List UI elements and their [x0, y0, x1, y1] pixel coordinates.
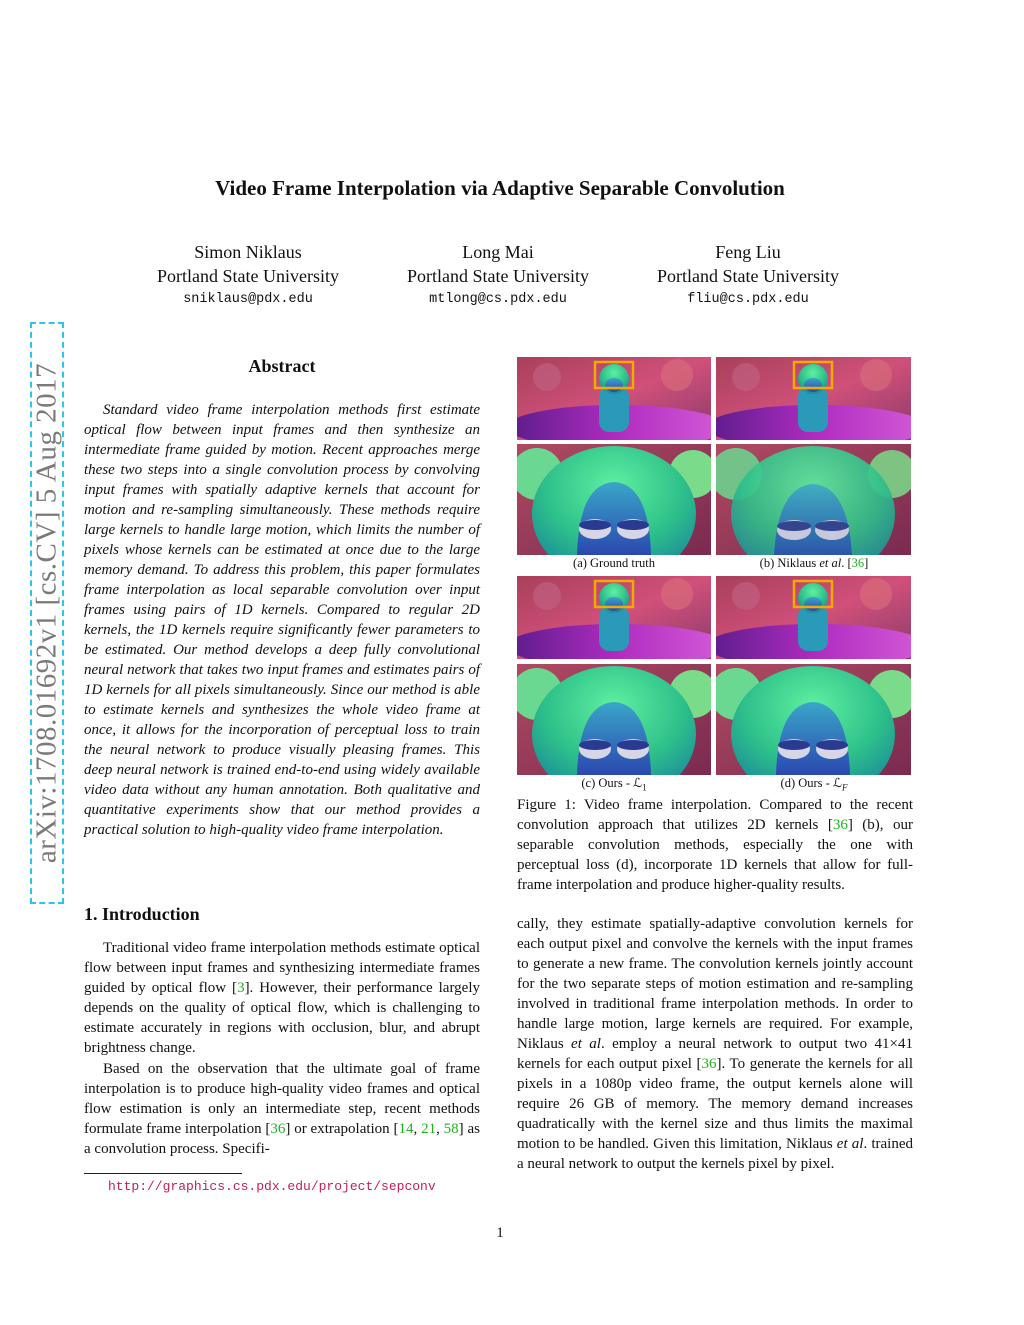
- intro-paragraph: [84, 938, 480, 1058]
- paragraph-text: Based on the observation that the ultimate goal of frame interpolation is to produce high-quality video frames and optical flow estimation is only an intermediate step, recent methods formulate frame interpolation [: [84, 1061, 480, 1137]
- figure-panel-d-zoom: [716, 664, 911, 775]
- paragraph-text: ] or extrapolation [: [285, 1121, 399, 1137]
- author-affiliation: Portland State University: [657, 266, 839, 286]
- figure-panel-b-zoom: [716, 444, 911, 555]
- right-column-paragraph: [517, 914, 913, 1174]
- intro-paragraph: [84, 1059, 480, 1159]
- abstract-heading: Abstract: [248, 356, 316, 376]
- label-text: (b) Niklaus: [759, 556, 820, 570]
- citation-link[interactable]: 36: [270, 1121, 286, 1137]
- author-affiliation: Portland State University: [407, 266, 589, 286]
- page-number: 1: [496, 1225, 504, 1241]
- figure-panel-d-overview: [716, 576, 911, 659]
- subfigure-label-b: [716, 556, 912, 571]
- footnote-url-link[interactable]: http://graphics.cs.pdx.edu/project/sepconv: [108, 1179, 436, 1194]
- author-email: mtlong@cs.pdx.edu: [429, 292, 567, 307]
- paragraph-text-italic: et al: [571, 1036, 601, 1052]
- figure-panel-c-zoom: [517, 664, 711, 775]
- paragraph-text: ]. To generate the kernels for all pixels in a 1080p video frame, the output kernels alone will require 26 GB of memory. The memory demand increases quadratically with the kernel size and thus limits the maximal motion to be handled. Given this limitation, Niklaus: [517, 1056, 913, 1152]
- paragraph-text: . employ a neural network to output two 41×41 kernels for each output pixel [: [517, 1036, 913, 1072]
- label-subscript: F: [841, 782, 848, 793]
- label-text: (d) Ours - ℒ: [780, 776, 842, 790]
- paragraph-text: . trained a neural network to output the kernels pixel by pixel.: [517, 1136, 913, 1172]
- citation-link[interactable]: 14: [398, 1121, 414, 1137]
- footnote-divider: [84, 1173, 242, 1174]
- paragraph-text: cally, they estimate spatially-adaptive convolution kernels for each output pixel and convolve the kernels with the input frames to generate a new frame. The convolution kernels jointly account for the two separate steps of motion estimation and re-sampling involved in traditional frame interpolation methods. In order to handle large motion, large kernels are required. For example, Niklaus: [517, 916, 913, 1052]
- author-name: Long Mai: [462, 242, 534, 262]
- arxiv-stamp-text: arXiv:1708.01692v1 [cs.CV] 5 Aug 2017: [30, 362, 63, 864]
- author-affiliation: Portland State University: [157, 266, 339, 286]
- paper-title: Video Frame Interpolation via Adaptive Separable Convolution: [215, 176, 785, 200]
- caption-text: ] (b), our separable convolution methods, especially the one with perceptual loss (d), incorporate 1D kernels that allow for full-frame interpolation and produce higher-quality results.: [517, 817, 913, 893]
- figure-panel-b-overview: [716, 357, 911, 440]
- author-block: [378, 240, 618, 312]
- paragraph-text: ,: [413, 1121, 422, 1137]
- label-text: (c) Ours - ℒ: [581, 776, 643, 790]
- arxiv-stamp: [30, 322, 64, 904]
- subfigure-label-c: [516, 775, 712, 793]
- citation-link[interactable]: 21: [421, 1121, 437, 1137]
- label-text: ]: [864, 556, 869, 570]
- paragraph-text: ] as a convolution process. Specifi-: [84, 1121, 480, 1157]
- figure-caption: [517, 795, 913, 895]
- citation-link[interactable]: 36: [832, 817, 848, 833]
- paragraph-text: ]. However, their performance largely depends on the quality of optical flow, which is challenging to estimate accurately in regions with occlusion, blur, and abrupt brightness change.: [84, 980, 480, 1056]
- figure-panel-a-zoom: [517, 444, 711, 555]
- figure-panel-a-overview: [517, 357, 711, 440]
- paragraph-text: Traditional video frame interpolation methods estimate optical flow between input frames and synthesizing intermediate frames guided by optical flow [: [84, 940, 480, 996]
- citation-link[interactable]: 36: [701, 1056, 717, 1072]
- citation-link[interactable]: 3: [237, 980, 245, 996]
- subfigure-label-d: [716, 775, 912, 793]
- label-subscript: 1: [642, 782, 647, 793]
- author-email: sniklaus@pdx.edu: [183, 292, 313, 307]
- section-heading: 1. Introduction: [84, 904, 200, 924]
- citation-link[interactable]: 58: [443, 1121, 459, 1137]
- paragraph-text: ,: [436, 1121, 444, 1137]
- author-name: Feng Liu: [715, 242, 781, 262]
- author-block: [628, 240, 868, 312]
- author-email: fliu@cs.pdx.edu: [687, 292, 809, 307]
- figure-panel-c-overview: [517, 576, 711, 659]
- author-name: Simon Niklaus: [194, 242, 302, 262]
- subfigure-label-a: (a) Ground truth: [573, 556, 655, 570]
- label-text: . [: [841, 556, 852, 570]
- author-block: [128, 240, 368, 312]
- abstract-text: Standard video frame interpolation methods first estimate optical flow between input frames and then synthesize an intermediate frame guided by motion. Recent approaches merge these two steps into a single convolution process by convolving input frames with spatially adaptive kernels that account for motion and re-sampling simultaneously. These methods require large kernels to handle large motion, which limits the number of pixels whose kernels can be estimated at once due to the large memory demand. To address this problem, this paper formulates frame interpolation as local separable convolution over input frames using pairs of 1D kernels. Compared to regular 2D kernels, the 1D kernels require significantly fewer parameters to be estimated. Our method develops a deep fully convolutional neural network that takes two input frames and estimates pairs of 1D kernels for all pixels simultaneously. Since our method is able to estimate kernels and synthesizes the whole video frame at once, it allows for the incorporation of perceptual loss to train the neural network to produce visually pleasing frames. This deep neural network is trained end-to-end using widely available video data without any human annotation. Both qualitative and quantitative experiments show that our method provides a practical solution to high-quality video frame interpolation.: [84, 402, 480, 838]
- label-text-italic: et al: [819, 556, 842, 570]
- citation-link[interactable]: 36: [851, 556, 865, 570]
- paragraph-text-italic: et al: [836, 1136, 864, 1152]
- caption-text: Figure 1: Video frame interpolation. Compared to the recent convolution approach that utilizes 2D kernels [: [517, 797, 913, 833]
